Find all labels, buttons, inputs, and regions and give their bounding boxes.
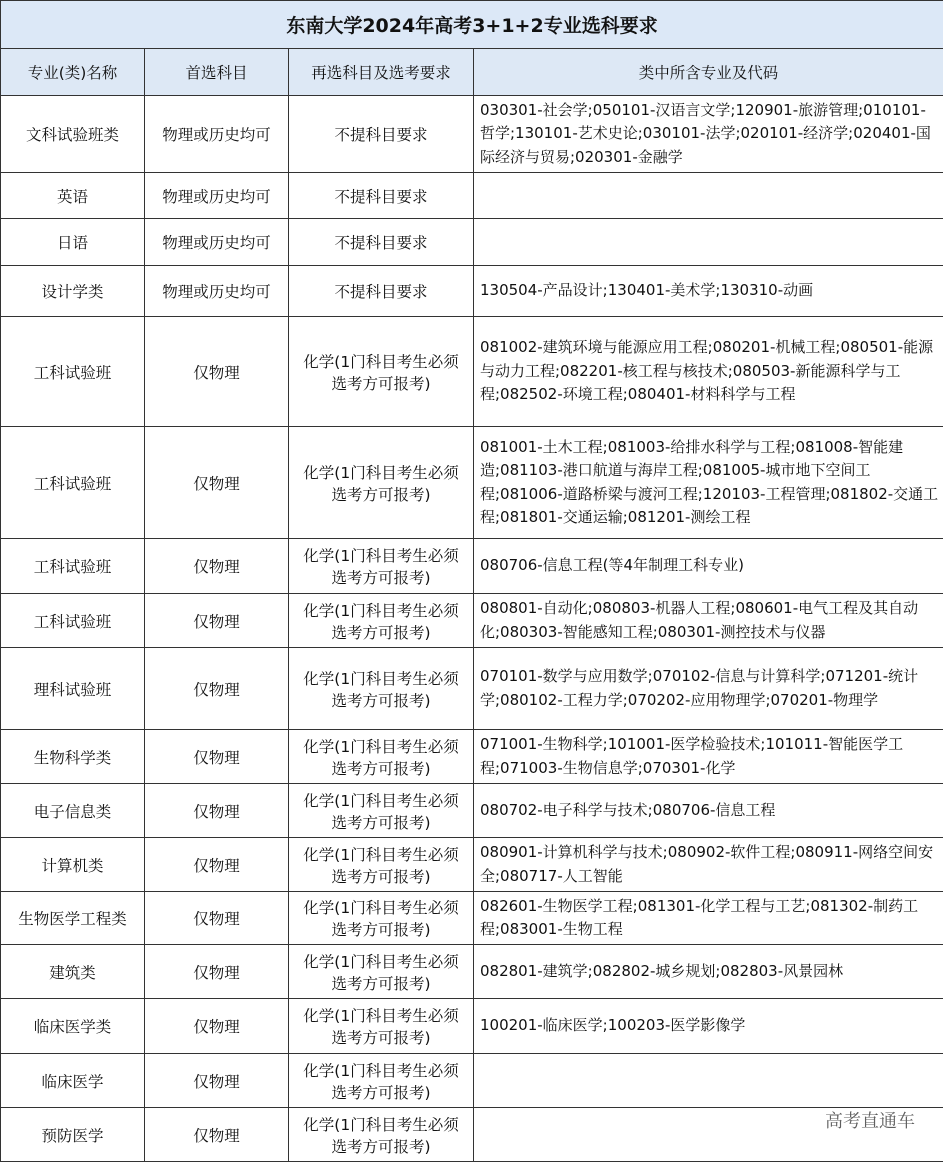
first-subject-cell: 仅物理 [145, 999, 289, 1054]
second-subject-cell: 化学(1门科目考生必须选考方可报考) [289, 317, 474, 427]
included-majors-cell: 130504-产品设计;130401-美术学;130310-动画 [474, 266, 943, 317]
table-title: 东南大学2024年高考3+1+2专业选科要求 [1, 1, 943, 49]
included-majors-cell [474, 219, 943, 266]
second-subject-cell: 化学(1门科目考生必须选考方可报考) [289, 1108, 474, 1162]
first-subject-cell: 仅物理 [145, 1054, 289, 1108]
first-subject-cell: 仅物理 [145, 317, 289, 427]
major-name-cell: 工科试验班 [1, 539, 145, 594]
second-subject-cell: 化学(1门科目考生必须选考方可报考) [289, 945, 474, 999]
major-name-cell: 临床医学类 [1, 999, 145, 1054]
major-name-cell: 英语 [1, 173, 145, 219]
table-row [1, 539, 943, 594]
table-row [1, 266, 943, 317]
table-row [1, 96, 943, 173]
first-subject-cell: 仅物理 [145, 784, 289, 838]
first-subject-cell: 仅物理 [145, 427, 289, 539]
table-row [1, 838, 943, 892]
major-name-cell: 建筑类 [1, 945, 145, 999]
table-row [1, 317, 943, 427]
included-majors-cell: 071001-生物科学;101001-医学检验技术;101011-智能医学工程;071003-生物信息学;070301-化学 [474, 730, 943, 784]
second-subject-cell: 化学(1门科目考生必须选考方可报考) [289, 892, 474, 945]
first-subject-cell: 仅物理 [145, 945, 289, 999]
second-subject-cell: 化学(1门科目考生必须选考方可报考) [289, 999, 474, 1054]
major-name-cell: 计算机类 [1, 838, 145, 892]
second-subject-cell: 不提科目要求 [289, 96, 474, 173]
first-subject-cell: 物理或历史均可 [145, 173, 289, 219]
included-majors-cell: 082801-建筑学;082802-城乡规划;082803-风景园林 [474, 945, 943, 999]
included-majors-cell: 081002-建筑环境与能源应用工程;080201-机械工程;080501-能源与动力工程;082201-核工程与核技术;080503-新能源科学与工程;082502-环境工程;080401-材料科学与工程 [474, 317, 943, 427]
table-row [1, 648, 943, 730]
second-subject-cell: 化学(1门科目考生必须选考方可报考) [289, 648, 474, 730]
second-subject-cell: 化学(1门科目考生必须选考方可报考) [289, 539, 474, 594]
first-subject-cell: 仅物理 [145, 730, 289, 784]
first-subject-cell: 物理或历史均可 [145, 219, 289, 266]
included-majors-cell: 081001-土木工程;081003-给排水科学与工程;081008-智能建造;081103-港口航道与海岸工程;081005-城市地下空间工程;081006-道路桥梁与渡河工程;120103-工程管理;081802-交通工程;081801-交通运输;081201-测绘工程 [474, 427, 943, 539]
second-subject-cell: 化学(1门科目考生必须选考方可报考) [289, 784, 474, 838]
major-name-cell: 生物医学工程类 [1, 892, 145, 945]
first-subject-cell: 仅物理 [145, 648, 289, 730]
table-row [1, 594, 943, 648]
header-first-subject: 首选科目 [145, 49, 289, 96]
watermark: 高考直通车 [825, 1107, 915, 1133]
included-majors-cell: 100201-临床医学;100203-医学影像学 [474, 999, 943, 1054]
first-subject-cell: 仅物理 [145, 539, 289, 594]
header-major-name: 专业(类)名称 [1, 49, 145, 96]
major-name-cell: 工科试验班 [1, 594, 145, 648]
table-row [1, 219, 943, 266]
included-majors-cell: 080801-自动化;080803-机器人工程;080601-电气工程及其自动化;080303-智能感知工程;080301-测控技术与仪器 [474, 594, 943, 648]
first-subject-cell: 物理或历史均可 [145, 96, 289, 173]
table-row [1, 945, 943, 999]
second-subject-cell: 不提科目要求 [289, 219, 474, 266]
first-subject-cell: 仅物理 [145, 838, 289, 892]
second-subject-cell: 不提科目要求 [289, 173, 474, 219]
major-name-cell: 电子信息类 [1, 784, 145, 838]
second-subject-cell: 化学(1门科目考生必须选考方可报考) [289, 427, 474, 539]
included-majors-cell [474, 1054, 943, 1108]
major-name-cell: 预防医学 [1, 1108, 145, 1162]
included-majors-cell: 030301-社会学;050101-汉语言文学;120901-旅游管理;010101-哲学;130101-艺术史论;030101-法学;020101-经济学;020401-国际经济与贸易;020301-金融学 [474, 96, 943, 173]
second-subject-cell: 化学(1门科目考生必须选考方可报考) [289, 730, 474, 784]
included-majors-cell: 082601-生物医学工程;081301-化学工程与工艺;081302-制药工程;083001-生物工程 [474, 892, 943, 945]
table-row [1, 730, 943, 784]
included-majors-cell: 080706-信息工程(等4年制理工科专业) [474, 539, 943, 594]
included-majors-cell: 080702-电子科学与技术;080706-信息工程 [474, 784, 943, 838]
major-name-cell: 文科试验班类 [1, 96, 145, 173]
included-majors-cell: 080901-计算机科学与技术;080902-软件工程;080911-网络空间安全;080717-人工智能 [474, 838, 943, 892]
second-subject-cell: 化学(1门科目考生必须选考方可报考) [289, 838, 474, 892]
included-majors-cell [474, 173, 943, 219]
first-subject-cell: 物理或历史均可 [145, 266, 289, 317]
first-subject-cell: 仅物理 [145, 594, 289, 648]
included-majors-cell: 070101-数学与应用数学;070102-信息与计算科学;071201-统计学;080102-工程力学;070202-应用物理学;070201-物理学 [474, 648, 943, 730]
first-subject-cell: 仅物理 [145, 1108, 289, 1162]
table-row [1, 892, 943, 945]
table-row [1, 173, 943, 219]
second-subject-cell: 化学(1门科目考生必须选考方可报考) [289, 594, 474, 648]
header-second-subject: 再选科目及选考要求 [289, 49, 474, 96]
major-name-cell: 工科试验班 [1, 427, 145, 539]
major-name-cell: 设计学类 [1, 266, 145, 317]
second-subject-cell: 不提科目要求 [289, 266, 474, 317]
first-subject-cell: 仅物理 [145, 892, 289, 945]
major-name-cell: 生物科学类 [1, 730, 145, 784]
table-row [1, 1108, 943, 1162]
table-row [1, 1054, 943, 1108]
header-included-majors: 类中所含专业及代码 [474, 49, 943, 96]
table-row [1, 784, 943, 838]
major-name-cell: 工科试验班 [1, 317, 145, 427]
second-subject-cell: 化学(1门科目考生必须选考方可报考) [289, 1054, 474, 1108]
major-name-cell: 日语 [1, 219, 145, 266]
table-row [1, 999, 943, 1054]
table-row [1, 427, 943, 539]
major-name-cell: 临床医学 [1, 1054, 145, 1108]
major-name-cell: 理科试验班 [1, 648, 145, 730]
